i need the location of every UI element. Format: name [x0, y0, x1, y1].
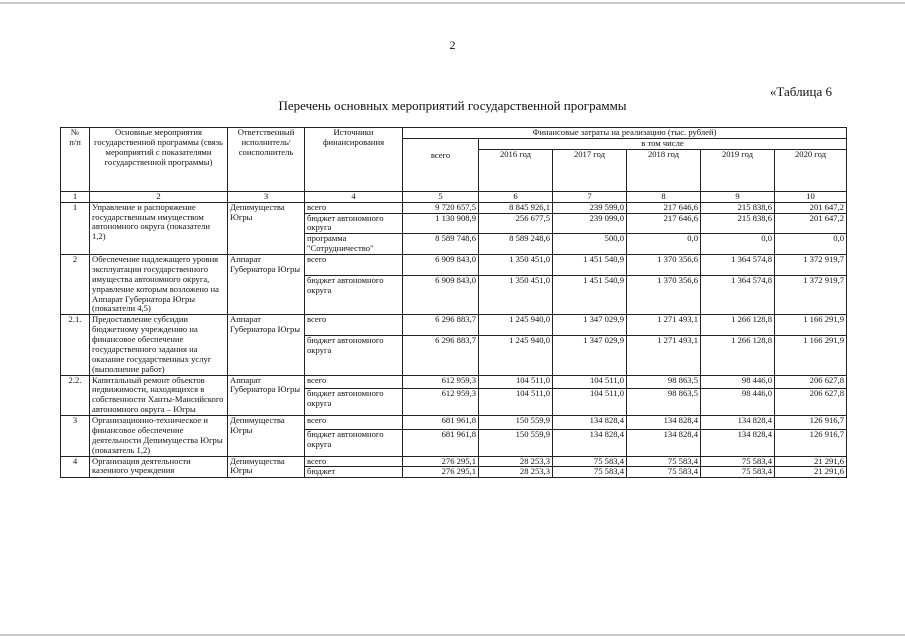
header-total: всего	[403, 138, 479, 191]
amount-year: 206 627,8	[775, 375, 847, 389]
amount-year: 21 291,6	[775, 467, 847, 478]
amount-year: 201 647,2	[775, 202, 847, 213]
amount-year: 75 583,4	[553, 467, 627, 478]
amount-year: 1 166 291,9	[775, 315, 847, 336]
funding-source: программа "Сотрудничество"	[305, 234, 403, 255]
amount-year: 134 828,4	[627, 429, 701, 456]
activity-name: Капитальный ремонт объектов недвижимости, находящихся в собственности Ханты-Мансийского автономного округа – Югры	[90, 375, 228, 416]
amount-total: 9 720 657,5	[403, 202, 479, 213]
row-number: 4	[61, 456, 90, 478]
amount-year: 75 583,4	[627, 456, 701, 467]
amount-year: 1 245 940,0	[479, 315, 553, 336]
funding-source: всего	[305, 375, 403, 389]
activity-name: Предоставление субсидии бюджетному учреждению на финансовое обеспечение государственного задания на оказание государственных услуг (выполнение работ)	[90, 315, 228, 375]
scan-edge-bottom	[0, 634, 905, 636]
amount-year: 28 253,3	[479, 467, 553, 478]
amount-year: 1 364 574,8	[701, 255, 775, 276]
table-row	[61, 416, 847, 430]
amount-year: 28 253,3	[479, 456, 553, 467]
table-header	[61, 128, 847, 192]
funding-source: всего	[305, 255, 403, 276]
amount-year: 104 511,0	[479, 375, 553, 389]
funding-source: всего	[305, 315, 403, 336]
amount-year: 104 511,0	[479, 389, 553, 416]
funding-source: всего	[305, 456, 403, 467]
amount-year: 239 099,0	[553, 213, 627, 234]
executor: Депимущества Югры	[228, 202, 305, 254]
column-index: 1	[61, 191, 90, 202]
amount-year: 217 646,6	[627, 202, 701, 213]
amount-year: 201 647,2	[775, 213, 847, 234]
amount-year: 217 646,6	[627, 213, 701, 234]
amount-total: 6 909 843,0	[403, 275, 479, 315]
amount-year: 1 271 493,1	[627, 335, 701, 375]
amount-total: 8 589 748,6	[403, 234, 479, 255]
header-executor: Ответственный исполнитель/ соисполнитель	[228, 128, 305, 192]
funding-source: бюджет	[305, 467, 403, 478]
amount-year: 1 370 356,6	[627, 275, 701, 315]
amount-year: 1 266 128,8	[701, 335, 775, 375]
column-index: 6	[479, 191, 553, 202]
funding-source: всего	[305, 202, 403, 213]
activity-name: Обеспечение надлежащего уровня эксплуатации государственного имущества автономного округа, управление которым возложено на Аппарат Губернатора Югры (показатели 4,5)	[90, 255, 228, 315]
amount-total: 681 961,8	[403, 429, 479, 456]
amount-year: 1 350 451,0	[479, 255, 553, 276]
executor: Депимущества Югры	[228, 416, 305, 457]
page-number: 2	[449, 38, 456, 52]
amount-year: 1 266 128,8	[701, 315, 775, 336]
amount-year: 0,0	[627, 234, 701, 255]
funding-source: бюджет автономного округа	[305, 429, 403, 456]
table-row	[61, 315, 847, 336]
amount-year: 256 677,5	[479, 213, 553, 234]
column-index: 4	[305, 191, 403, 202]
funding-source: бюджет автономного округа	[305, 389, 403, 416]
amount-year: 500,0	[553, 234, 627, 255]
column-index-row	[61, 191, 847, 202]
column-index: 10	[775, 191, 847, 202]
amount-year: 75 583,4	[553, 456, 627, 467]
activity-name: Организация деятельности казенного учреждения	[90, 456, 228, 478]
amount-year: 134 828,4	[701, 429, 775, 456]
activities-table	[60, 127, 847, 478]
amount-year: 8 845 926,1	[479, 202, 553, 213]
amount-year: 1 271 493,1	[627, 315, 701, 336]
amount-total: 6 296 883,7	[403, 335, 479, 375]
amount-year: 150 559,9	[479, 416, 553, 430]
column-index: 9	[701, 191, 775, 202]
amount-year: 215 838,6	[701, 213, 775, 234]
header-including: в том числе	[479, 138, 847, 149]
table-row	[61, 255, 847, 276]
activity-name: Организационно-техническое и финансовое обеспечение деятельности Депимущества Югры (показатель 1,2)	[90, 416, 228, 457]
amount-year: 215 838,6	[701, 202, 775, 213]
amount-year: 75 583,4	[701, 456, 775, 467]
amount-year: 98 863,5	[627, 375, 701, 389]
amount-year: 1 451 540,9	[553, 255, 627, 276]
document-title: Перечень основных мероприятий государственной программы	[278, 98, 627, 113]
amount-year: 1 166 291,9	[775, 335, 847, 375]
amount-year: 8 589 248,6	[479, 234, 553, 255]
amount-year: 1 372 919,7	[775, 255, 847, 276]
header-activities: Основные мероприятия государственной программы (связь мероприятий с показателями государственной программы)	[90, 128, 228, 192]
amount-total: 6 909 843,0	[403, 255, 479, 276]
column-index: 3	[228, 191, 305, 202]
amount-total: 276 295,1	[403, 467, 479, 478]
funding-source: бюджет автономного округа	[305, 275, 403, 315]
amount-year: 98 863,5	[627, 389, 701, 416]
executor: Аппарат Губернатора Югры	[228, 255, 305, 315]
amount-year: 1 245 940,0	[479, 335, 553, 375]
activity-name: Управление и распоряжение государственным имуществом автономного округа (показатели 1,2)	[90, 202, 228, 254]
column-index: 8	[627, 191, 701, 202]
amount-year: 239 599,0	[553, 202, 627, 213]
table-row	[61, 202, 847, 213]
amount-total: 276 295,1	[403, 456, 479, 467]
amount-year: 1 350 451,0	[479, 275, 553, 315]
amount-year: 75 583,4	[627, 467, 701, 478]
row-number: 2	[61, 255, 90, 315]
amount-year: 1 370 356,6	[627, 255, 701, 276]
row-number: 2.2.	[61, 375, 90, 416]
funding-source: бюджет автономного округа	[305, 213, 403, 234]
header-sources: Источники финансирования	[305, 128, 403, 192]
amount-total: 681 961,8	[403, 416, 479, 430]
header-year: 2018 год	[627, 149, 701, 191]
amount-year: 21 291,6	[775, 456, 847, 467]
row-number: 1	[61, 202, 90, 254]
amount-year: 134 828,4	[553, 429, 627, 456]
header-year: 2019 год	[701, 149, 775, 191]
header-year: 2016 год	[479, 149, 553, 191]
amount-year: 134 828,4	[701, 416, 775, 430]
executor: Аппарат Губернатора Югры	[228, 315, 305, 375]
executor: Депимущества Югры	[228, 456, 305, 478]
amount-year: 1 364 574,8	[701, 275, 775, 315]
amount-year: 1 347 029,9	[553, 335, 627, 375]
amount-year: 134 828,4	[627, 416, 701, 430]
amount-year: 98 446,0	[701, 389, 775, 416]
amount-year: 104 511,0	[553, 389, 627, 416]
table-label: «Таблица 6	[769, 84, 832, 99]
amount-year: 0,0	[701, 234, 775, 255]
amount-year: 98 446,0	[701, 375, 775, 389]
amount-total: 6 296 883,7	[403, 315, 479, 336]
table-row	[61, 456, 847, 467]
header-num: № п/п	[61, 128, 90, 192]
amount-year: 1 372 919,7	[775, 275, 847, 315]
amount-year: 134 828,4	[553, 416, 627, 430]
column-index: 7	[553, 191, 627, 202]
amount-year: 0,0	[775, 234, 847, 255]
header-finance: Финансовые затраты на реализацию (тыс. рублей)	[403, 128, 847, 139]
funding-source: всего	[305, 416, 403, 430]
amount-year: 206 627,8	[775, 389, 847, 416]
amount-year: 1 347 029,9	[553, 315, 627, 336]
amount-year: 1 451 540,9	[553, 275, 627, 315]
amount-total: 612 959,3	[403, 389, 479, 416]
amount-year: 104 511,0	[553, 375, 627, 389]
amount-total: 1 130 908,9	[403, 213, 479, 234]
row-number: 2.1.	[61, 315, 90, 375]
header-year: 2020 год	[775, 149, 847, 191]
amount-year: 150 559,9	[479, 429, 553, 456]
header-year: 2017 год	[553, 149, 627, 191]
funding-source: бюджет автономного округа	[305, 335, 403, 375]
executor: Аппарат Губернатора Югры	[228, 375, 305, 416]
table-body	[61, 191, 847, 478]
column-index: 2	[90, 191, 228, 202]
table-row	[61, 375, 847, 389]
row-number: 3	[61, 416, 90, 457]
column-index: 5	[403, 191, 479, 202]
amount-total: 612 959,3	[403, 375, 479, 389]
amount-year: 75 583,4	[701, 467, 775, 478]
amount-year: 126 916,7	[775, 416, 847, 430]
amount-year: 126 916,7	[775, 429, 847, 456]
scan-edge-top	[0, 2, 905, 4]
